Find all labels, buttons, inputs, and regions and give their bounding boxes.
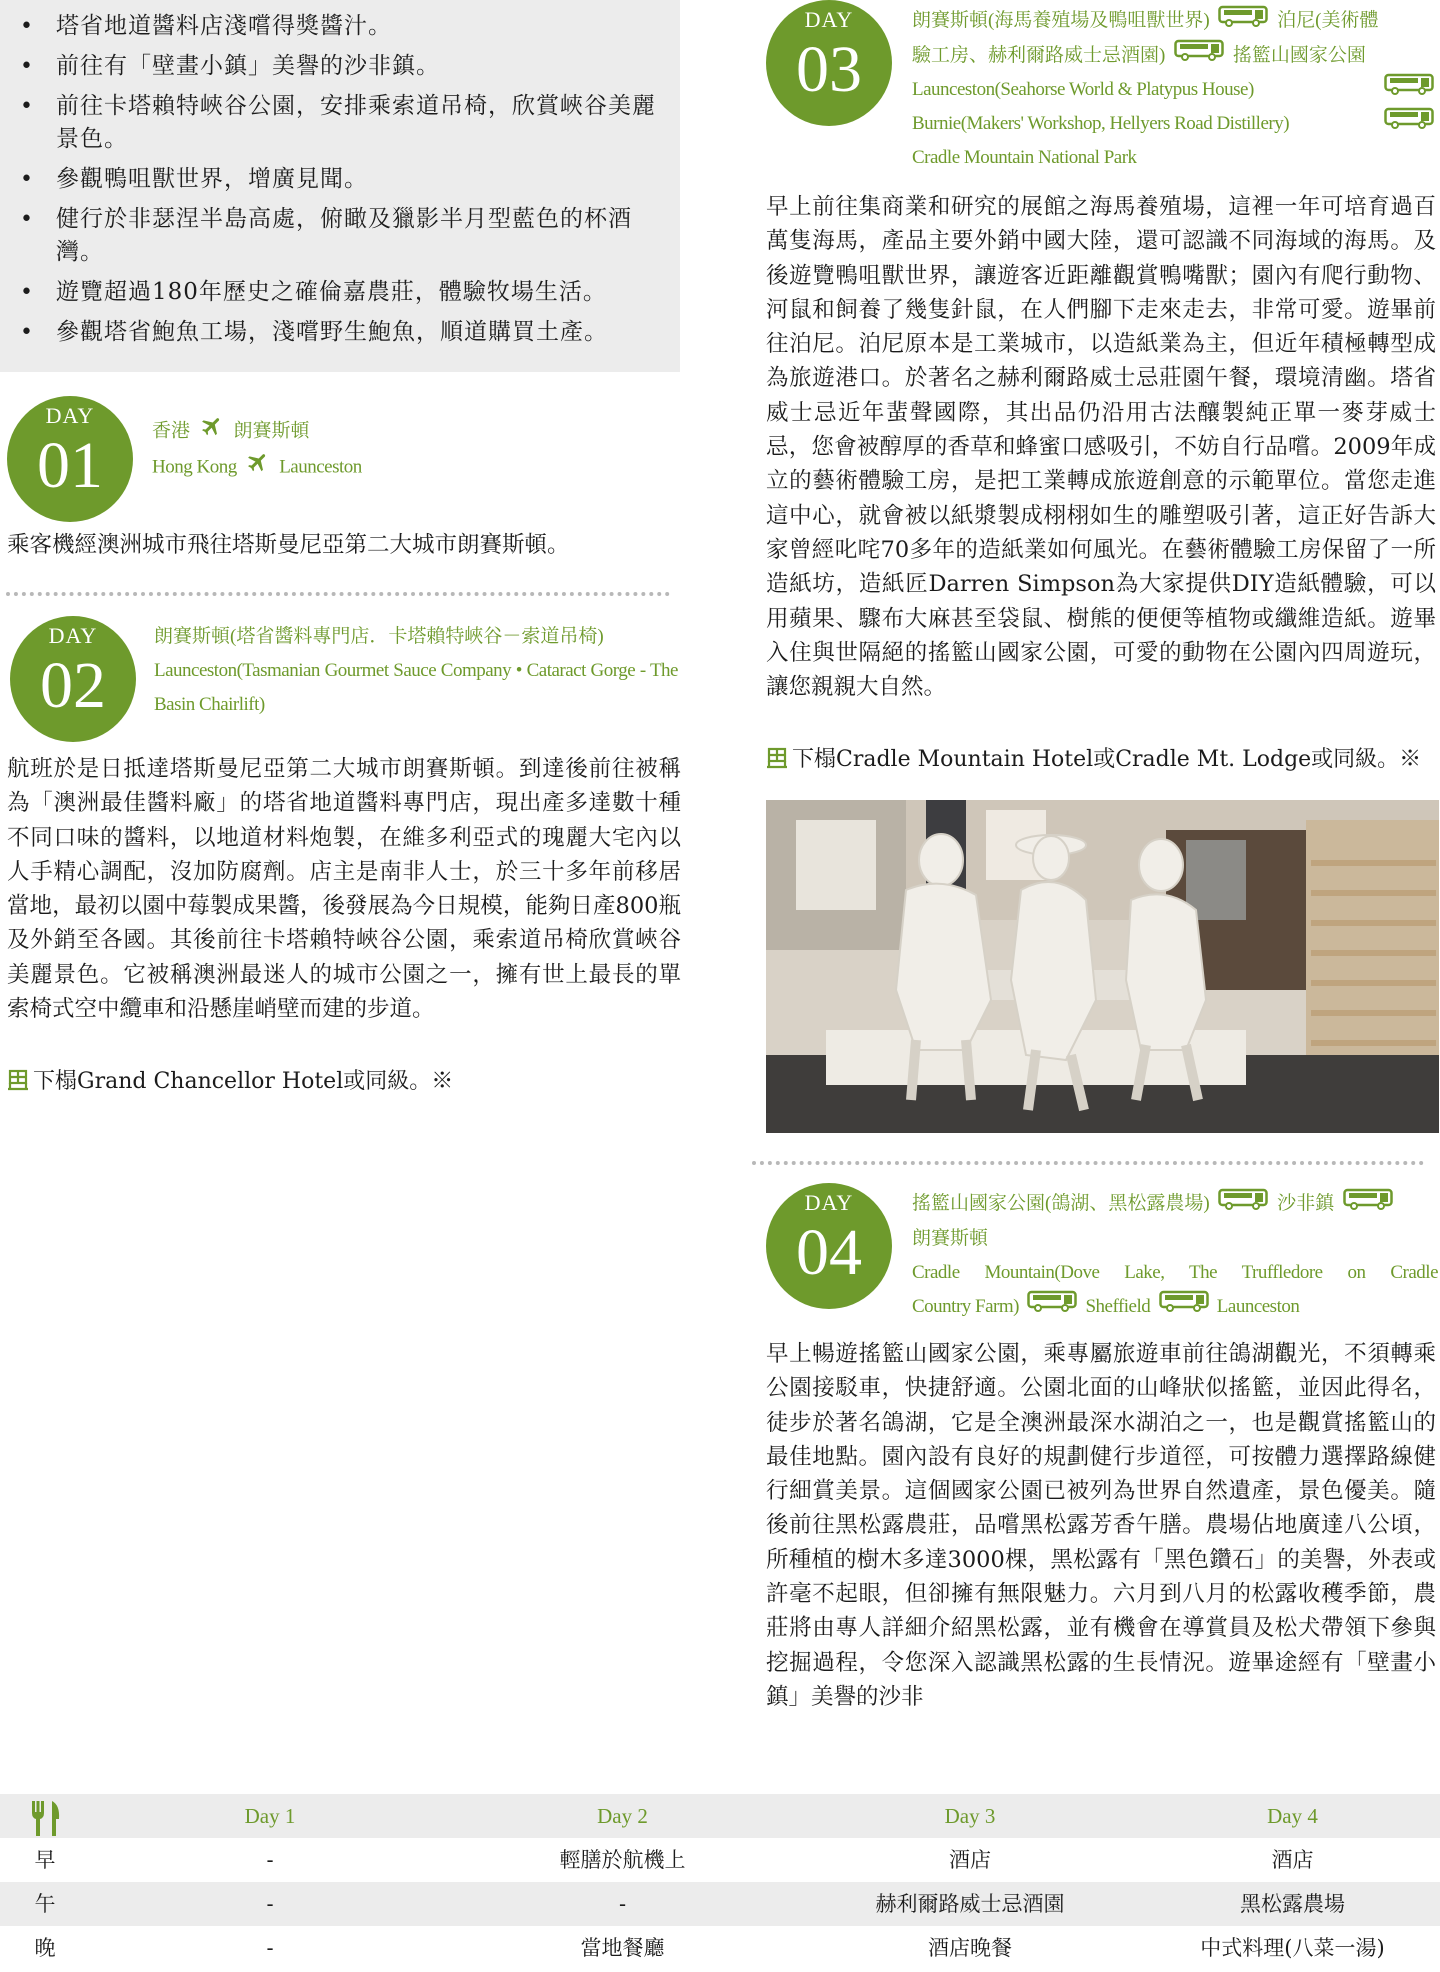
meal-header-day3: Day 3 — [944, 1804, 996, 1828]
day-04-badge — [766, 1183, 892, 1309]
highlights-box — [0, 0, 680, 372]
bed-icon — [7, 1068, 29, 1090]
day-label: DAY — [804, 7, 854, 32]
bus-icon — [1343, 1188, 1393, 1222]
day-03-hotel — [766, 743, 1436, 777]
meal-header-day1: Day 1 — [244, 1804, 296, 1828]
route-en: Launceston(Tasmanian Gourmet Sauce Company • Cataract Gorge - The Basin Chairlift) — [154, 660, 678, 715]
meal-row-dinner — [0, 1926, 1440, 1970]
day-02-route — [154, 620, 678, 722]
bus-icon — [1218, 1188, 1268, 1222]
meal-cell: 黑松露農場 — [1240, 1892, 1345, 1916]
bus-icon — [1174, 39, 1224, 73]
meal-cell: - — [266, 1848, 274, 1872]
meal-row-breakfast — [0, 1838, 1440, 1882]
plane-icon — [199, 414, 225, 450]
route-en-4: Launceston — [1216, 1295, 1300, 1317]
meal-header-day2: Day 2 — [597, 1804, 648, 1828]
hotel-text: 下榻Cradle Mountain Hotel或Cradle Mt. Lodge或同級。※ — [792, 747, 1422, 772]
route-zh-3: 朗賽斯頓 — [912, 1227, 989, 1249]
bus-icon — [1218, 5, 1268, 39]
route-zh-1: 搖籃山國家公園(鴿湖、黑松露農場) — [912, 1193, 1210, 1214]
route-origin-en: Hong Kong — [152, 456, 237, 478]
meal-cell: 酒店 — [1271, 1848, 1314, 1872]
day-02-hotel — [7, 1065, 677, 1099]
highlight-item: • 參觀塔省鮑魚工場，淺嚐野生鮑魚，順道購買土產。 — [14, 316, 660, 349]
divider — [752, 1161, 1424, 1165]
highlights-list — [14, 10, 660, 349]
bus-icon — [1384, 107, 1434, 141]
day-02-badge — [10, 616, 136, 742]
day-04-description: 早上暢遊搖籃山國家公園，乘專屬旅遊車前往鴿湖觀光，不須轉乘公園接駁車，快捷舒適。公園北面的山峰狀似搖籃，並因此得名，徒步於著名鴿湖，它是全澳洲最深水湖泊之一，也是觀賞搖籃山的最佳地點。園內設有良好的規劃健行步道徑，可按體力選擇路線健行細賞美景。這個國家公園已被列為世界自然遺產，景色優美。隨後前往黑松露農莊，品嚐黑松露芳香午膳。農場佔地廣達八公頃，所種植的樹木多達3000棵，黑松露有「黑色鑽石」的美譽，外表或許毫不起眼，但卻擁有無限魅力。六月到八月的松露收穫季節，農莊將由專人詳細介紹黑松露，並有機會在導賞員及松犬帶領下參與挖掘過程，令您深入認識黑松露的生長情況。遊畢途經有「壁畫小鎮」美譽的沙非 — [766, 1341, 1436, 1710]
route-origin-zh: 香港 — [152, 420, 191, 442]
divider — [6, 592, 670, 596]
highlight-item: • 參觀鴨咀獸世界，增廣見聞。 — [14, 163, 660, 196]
paper-sculpture-photo — [766, 800, 1439, 1133]
route-zh-2: 泊尼(美術體 — [1277, 10, 1379, 31]
route-zh-4: 搖籃山國家公園 — [1232, 44, 1366, 66]
highlight-item: • 前往卡塔賴特峽谷公園，安排乘索道吊椅，欣賞峽谷美麗景色。 — [14, 90, 660, 156]
route-en-2: Burnie(Makers' Workshop, Hellyers Road Distillery) — [912, 113, 1290, 135]
bed-icon — [766, 746, 788, 768]
highlight-item: • 健行於非瑟涅半島高處，俯瞰及獵影半月型藍色的杯酒灣。 — [14, 203, 660, 269]
meal-row-lunch — [0, 1882, 1440, 1926]
meal-cell: - — [266, 1892, 274, 1916]
day-03-badge — [766, 0, 892, 126]
day-01-route — [152, 414, 672, 486]
hotel-text: 下榻Grand Chancellor Hotel或同級。※ — [33, 1069, 454, 1094]
meal-label: 午 — [34, 1892, 56, 1916]
day-number: 04 — [796, 1216, 862, 1289]
route-zh-1: 朗賽斯頓(海馬養殖場及鴨咀獸世界) — [912, 10, 1210, 31]
day-03-route — [912, 4, 1438, 175]
meal-label: 早 — [34, 1848, 56, 1872]
route-en-3: Sheffield — [1085, 1295, 1151, 1317]
route-destination-en: Launceston — [279, 456, 362, 478]
day-label: DAY — [45, 403, 95, 428]
route-en-1: Launceston(Seahorse World & Platypus House) — [912, 79, 1254, 101]
route-zh-3: 驗工房、赫利爾路威士忌酒園) — [912, 44, 1166, 66]
route-en-1: Cradle Mountain(Dove Lake, The Truffledore on Cradle — [912, 1261, 1438, 1283]
meal-table-header — [0, 1794, 1440, 1838]
meal-cell: 當地餐廳 — [580, 1936, 665, 1960]
day-label: DAY — [48, 623, 98, 648]
cutlery-icon — [0, 1794, 90, 1838]
meal-cell: - — [618, 1892, 627, 1916]
highlight-item: • 前往有「壁畫小鎮」美譽的沙非鎮。 — [14, 50, 660, 83]
route-en-2: Country Farm) — [912, 1295, 1019, 1317]
day-02-description: 航班於是日抵達塔斯曼尼亞第二大城市朗賽斯頓。到達後前往被稱為「澳洲最佳醬料廠」的塔省地道醬料專門店，現出產多達數十種不同口味的醬料，以地道材料炮製，在維多利亞式的瑰麗大宅內以人手精心調配，沒加防腐劑。店主是南非人士，於三十多年前移居當地，最初以園中莓製成果醬，後發展為今日規模，能夠日產800瓶及外銷至各國。其後前往卡塔賴特峽谷公園，乘索道吊椅欣賞峽谷美麗景色。它被稱澳洲最迷人的城市公園之一，擁有世上最長的單索椅式空中纜車和沿懸崖峭壁而建的步道。 — [7, 756, 681, 1023]
meal-cell: 酒店晚餐 — [928, 1936, 1012, 1960]
plane-icon — [245, 450, 271, 486]
route-zh-2: 沙非鎮 — [1277, 1193, 1335, 1214]
meal-cell: - — [266, 1936, 274, 1960]
day-03-description: 早上前往集商業和研究的展館之海馬養殖場，這裡一年可培育過百萬隻海馬，產品主要外銷中國大陸，還可認識不同海域的海馬。及後遊覽鴨咀獸世界，讓遊客近距離觀賞鴨嘴獸；園內有爬行動物、河鼠和飼養了幾隻針鼠，在人們腳下走來走去，非常可愛。遊畢前往泊尼。泊尼原本是工業城市，以造紙業為主，但近年積極轉型成為旅遊港口。於著名之赫利爾路威士忌莊園午餐，環境清幽。塔省威士忌近年蜚聲國際，其出品仍沿用古法釀製純正單一麥芽威士忌，您會被醇厚的香草和蜂蜜口感吸引，不妨自行品嚐。2009年成立的藝術體驗工房，是把工業轉成旅遊創意的示範單位。當您走進這中心，就會被以紙漿製成栩栩如生的雕塑吸引著，這正好告訴大家曾經叱咤70多年的造紙業如何風光。在藝術體驗工房保留了一所造紙坊，造紙匠Darren Simpson為大家提供DIY造紙體驗，可以用蘋果、驟布大麻甚至袋鼠、樹熊的便便等植物或纖維造紙。遊畢入住與世隔絕的搖籃山國家公園，可愛的動物在公園內四周遊玩，讓您親親大自然。 — [766, 194, 1436, 701]
route-destination-zh: 朗賽斯頓 — [233, 420, 310, 442]
route-en-3: Cradle Mountain National Park — [912, 147, 1137, 169]
day-04-route — [912, 1187, 1438, 1324]
meal-label: 晚 — [34, 1936, 56, 1960]
bus-icon — [1027, 1290, 1077, 1324]
highlight-item: • 塔省地道醬料店淺嚐得獎醬汁。 — [14, 10, 660, 43]
day-label: DAY — [804, 1190, 854, 1215]
highlight-item: • 遊覽超過180年歷史之確倫嘉農莊，體驗牧場生活。 — [14, 276, 660, 309]
day-01-badge — [7, 396, 133, 522]
day-number: 02 — [40, 649, 106, 722]
day-01-description: 乘客機經澳洲城市飛往塔斯曼尼亞第二大城市朗賽斯頓。 — [7, 532, 570, 558]
meal-cell: 酒店 — [949, 1848, 991, 1872]
bus-icon — [1159, 1290, 1209, 1324]
meal-header-day4: Day 4 — [1267, 1804, 1318, 1828]
day-number: 03 — [796, 33, 862, 106]
day-number: 01 — [37, 429, 103, 502]
meal-cell: 輕膳於航機上 — [559, 1848, 686, 1872]
route-zh: 朗賽斯頓(塔省醬料專門店．卡塔賴特峽谷－索道吊椅) — [154, 626, 604, 647]
meal-cell: 赫利爾路威士忌酒園 — [875, 1892, 1065, 1916]
bus-icon — [1384, 73, 1434, 107]
meal-cell: 中式料理(八菜一湯) — [1200, 1936, 1385, 1960]
